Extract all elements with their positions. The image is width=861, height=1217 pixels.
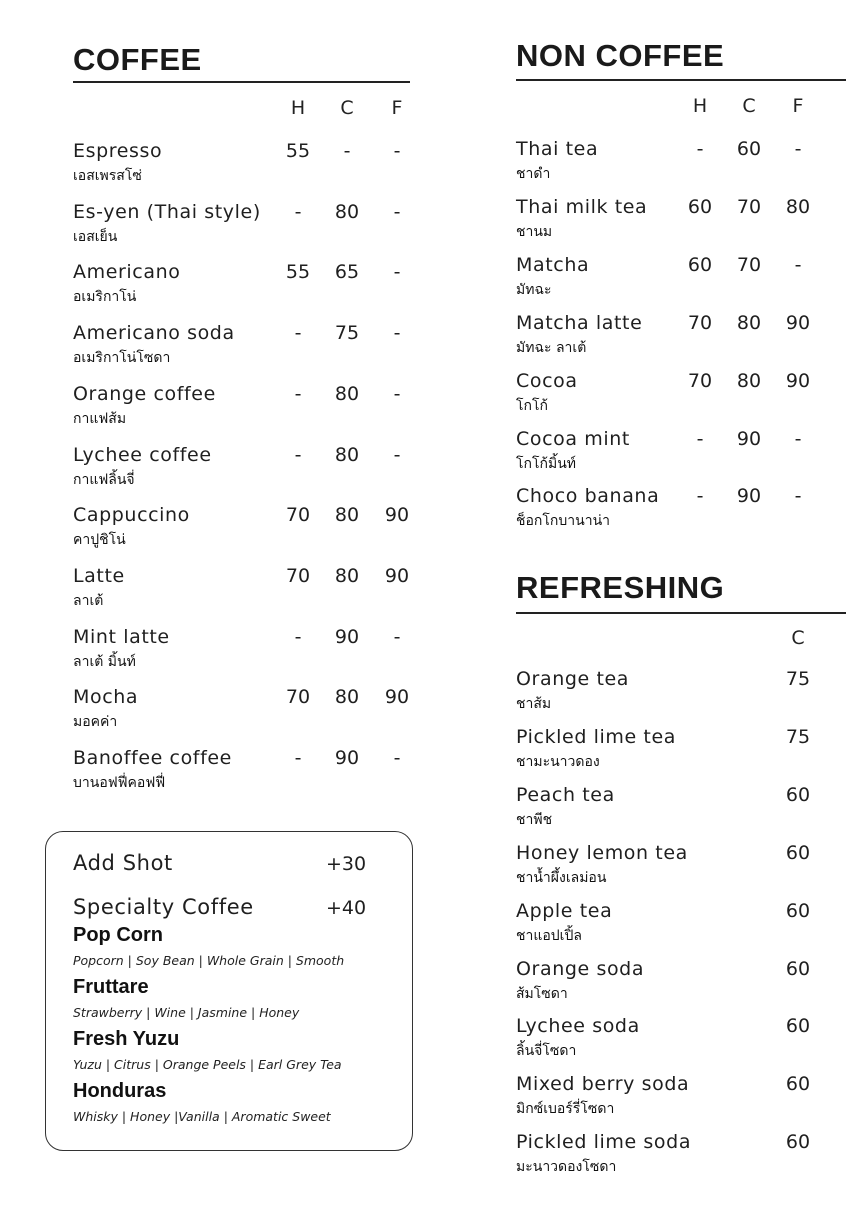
- item-name-english: Americano soda: [73, 322, 235, 345]
- item-name-thai: โกโก้: [516, 397, 548, 414]
- price-frappe: 80: [785, 195, 811, 218]
- section-divider: [73, 81, 410, 83]
- item-name-english: Americano: [73, 261, 181, 284]
- item-name-thai: มิกซ์เบอร์รี่โซดา: [516, 1101, 615, 1118]
- menu-item: [0, 444, 430, 505]
- column-header-cold: C: [742, 95, 756, 117]
- price-hot: 60: [687, 253, 713, 276]
- item-name-english: Mocha: [73, 686, 139, 709]
- menu-item: [430, 312, 861, 370]
- item-name-thai: ลาเต้ มิ้นท์: [73, 653, 136, 670]
- section-title: REFRESHING: [516, 570, 725, 605]
- price-frappe: 90: [384, 504, 410, 527]
- price-frappe: -: [794, 427, 802, 450]
- item-name-english: Orange soda: [516, 957, 645, 980]
- price-cold: 75: [785, 725, 811, 748]
- menu-item: [0, 140, 430, 201]
- price-frappe: -: [794, 485, 802, 508]
- specialty-coffee-price: +40: [326, 897, 367, 919]
- price-cold: 60: [785, 841, 811, 864]
- price-frappe: -: [393, 747, 401, 769]
- non-coffee-section: [430, 0, 861, 545]
- menu-item: [430, 254, 861, 312]
- item-name-english: Lychee soda: [516, 1015, 640, 1038]
- bean-name: Fresh Yuzu: [73, 1028, 180, 1050]
- bean-name: Fruttare: [73, 976, 149, 998]
- item-name-english: Mixed berry soda: [516, 1073, 690, 1096]
- price-frappe: -: [393, 322, 401, 345]
- price-cold: 80: [334, 200, 360, 223]
- price-hot: -: [294, 322, 302, 345]
- price-cold: 60: [785, 1015, 811, 1038]
- item-name-thai: มัทฉะ: [516, 281, 552, 298]
- price-hot: 70: [687, 369, 713, 392]
- item-name-english: Mint latte: [73, 625, 170, 648]
- menu-item: [430, 196, 861, 254]
- item-name-thai: ชาพีช: [516, 811, 553, 828]
- price-hot: -: [696, 485, 704, 508]
- menu-item: [0, 383, 430, 444]
- menu-item: [430, 138, 861, 196]
- add-shot-label: Add Shot: [73, 851, 173, 875]
- addon-box: [45, 831, 413, 1151]
- menu-item: [430, 900, 861, 958]
- price-cold: 75: [785, 668, 811, 690]
- menu-item: [430, 1073, 861, 1131]
- price-frappe: -: [393, 625, 401, 648]
- item-name-english: Pickled lime soda: [516, 1131, 692, 1154]
- menu-item: [0, 261, 430, 322]
- column-header-frappe: F: [792, 95, 804, 117]
- menu-item: [430, 842, 861, 900]
- price-cold: 90: [736, 427, 762, 450]
- section-divider: [516, 612, 846, 614]
- price-hot: -: [294, 443, 302, 466]
- item-name-thai: ชามะนาวดอง: [516, 753, 600, 770]
- item-name-english: Honey lemon tea: [516, 841, 688, 864]
- menu-item: [430, 726, 861, 784]
- column-header-hot: H: [290, 97, 306, 119]
- price-cold: 60: [785, 1073, 811, 1096]
- item-name-thai: มะนาวดองโซดา: [516, 1159, 617, 1176]
- section-divider: [516, 79, 846, 81]
- menu-item: [430, 370, 861, 428]
- refreshing-section: [430, 545, 861, 1217]
- item-name-thai: อเมริกาโน่โซดา: [73, 350, 171, 367]
- menu-item: [430, 1015, 861, 1073]
- price-cold: 90: [334, 625, 360, 648]
- item-name-thai: เอสเย็น: [73, 228, 118, 245]
- bean-tasting-notes: Whisky | Honey |Vanilla | Aromatic Sweet: [73, 1109, 331, 1124]
- price-cold: 90: [736, 485, 762, 508]
- price-frappe: -: [393, 200, 401, 223]
- item-name-english: Cappuccino: [73, 504, 190, 527]
- item-name-english: Peach tea: [516, 783, 615, 806]
- price-hot: 70: [285, 686, 311, 709]
- price-cold: 90: [334, 747, 360, 769]
- item-name-thai: ลิ้นจี่โซดา: [516, 1043, 577, 1060]
- price-frappe: -: [393, 382, 401, 405]
- item-name-thai: ส้มโซดา: [516, 985, 568, 1002]
- menu-item: [0, 747, 430, 808]
- item-name-thai: ชาส้ม: [516, 696, 552, 712]
- menu-item: [430, 485, 861, 543]
- price-hot: 60: [687, 195, 713, 218]
- specialty-coffee-label: Specialty Coffee: [73, 895, 254, 919]
- price-hot: -: [294, 200, 302, 223]
- item-name-english: Choco banana: [516, 485, 660, 508]
- price-cold: 60: [785, 783, 811, 806]
- price-frappe: -: [393, 140, 401, 162]
- bean-tasting-notes: Strawberry | Wine | Jasmine | Honey: [73, 1005, 300, 1020]
- price-cold: 60: [785, 899, 811, 922]
- price-frappe: 90: [785, 311, 811, 334]
- menu-item: [430, 1131, 861, 1189]
- price-hot: 55: [285, 140, 311, 162]
- item-name-thai: ชาแอปเปิ้ล: [516, 927, 582, 944]
- section-title: NON COFFEE: [516, 38, 725, 73]
- price-hot: -: [294, 382, 302, 405]
- bean-tasting-notes: Popcorn | Soy Bean | Whole Grain | Smooth: [73, 953, 345, 968]
- price-hot: 55: [285, 261, 311, 284]
- price-cold: 60: [785, 957, 811, 980]
- menu-item: [0, 626, 430, 687]
- item-name-english: Espresso: [73, 140, 163, 162]
- menu-item: [430, 428, 861, 486]
- menu-item: [0, 565, 430, 626]
- price-cold: 60: [785, 1131, 811, 1154]
- price-cold: 80: [334, 443, 360, 466]
- price-hot: 70: [687, 311, 713, 334]
- menu-item: [430, 668, 861, 726]
- item-name-english: Matcha latte: [516, 311, 643, 334]
- price-hot: 70: [285, 504, 311, 527]
- item-name-english: Matcha: [516, 253, 590, 276]
- price-frappe: 90: [384, 686, 410, 709]
- item-name-thai: กาแฟส้ม: [73, 410, 127, 427]
- price-frappe: 90: [384, 564, 410, 587]
- price-cold: 80: [334, 686, 360, 709]
- item-name-english: Cocoa: [516, 369, 578, 392]
- menu-item: [0, 504, 430, 565]
- price-frappe: -: [393, 443, 401, 466]
- item-name-english: Apple tea: [516, 899, 613, 922]
- item-name-thai: ลาเต้: [73, 592, 104, 609]
- item-name-english: Es-yen (Thai style): [73, 200, 261, 223]
- price-frappe: -: [393, 261, 401, 284]
- price-cold: 80: [736, 369, 762, 392]
- item-name-thai: มอคค่า: [73, 714, 118, 731]
- column-header-cold: C: [340, 97, 354, 119]
- price-cold: 70: [736, 195, 762, 218]
- item-name-thai: เอสเพรสโซ่: [73, 168, 142, 184]
- item-name-thai: ชานม: [516, 223, 553, 240]
- add-shot-price: +30: [326, 853, 367, 875]
- item-name-thai: ชาดำ: [516, 166, 551, 182]
- price-cold: 65: [334, 261, 360, 284]
- item-name-thai: บานอฟฟี่คอฟฟี่: [73, 775, 166, 791]
- price-cold: 80: [334, 382, 360, 405]
- item-name-thai: คาปูชิโน่: [73, 532, 126, 549]
- price-cold: 60: [736, 138, 762, 160]
- price-cold: 80: [334, 564, 360, 587]
- section-title: COFFEE: [73, 42, 202, 77]
- menu-item: [430, 958, 861, 1016]
- item-name-english: Banoffee coffee: [73, 747, 232, 769]
- column-header-cold: C: [791, 627, 805, 649]
- item-name-thai: อเมริกาโน่: [73, 289, 137, 306]
- bean-name: Honduras: [73, 1080, 167, 1102]
- item-name-thai: กาแฟลิ้นจี่: [73, 471, 135, 488]
- item-name-english: Cocoa mint: [516, 427, 630, 450]
- column-header-hot: H: [692, 95, 708, 117]
- price-frappe: 90: [785, 369, 811, 392]
- item-name-thai: มัทฉะ ลาเต้: [516, 339, 587, 356]
- item-name-thai: ชาน้ำผึ้งเลม่อน: [516, 869, 607, 886]
- price-cold: -: [343, 140, 351, 162]
- price-hot: -: [294, 747, 302, 769]
- item-name-english: Thai milk tea: [516, 195, 648, 218]
- price-cold: 75: [334, 322, 360, 345]
- column-header-frappe: F: [391, 97, 403, 119]
- item-name-english: Thai tea: [516, 138, 599, 160]
- item-name-thai: ช็อกโกบานาน่า: [516, 513, 610, 530]
- price-hot: -: [294, 625, 302, 648]
- menu-item: [0, 322, 430, 383]
- item-name-english: Lychee coffee: [73, 443, 212, 466]
- price-cold: 70: [736, 253, 762, 276]
- price-cold: 80: [334, 504, 360, 527]
- item-name-english: Pickled lime tea: [516, 725, 677, 748]
- menu-item: [430, 784, 861, 842]
- bean-name: Pop Corn: [73, 924, 163, 946]
- menu-item: [0, 201, 430, 262]
- bean-tasting-notes: Yuzu | Citrus | Orange Peels | Earl Grey Tea: [73, 1057, 342, 1072]
- item-name-thai: โกโก้มิ้นท์: [516, 455, 577, 472]
- price-cold: 80: [736, 311, 762, 334]
- item-name-english: Orange coffee: [73, 382, 216, 405]
- menu-item: [0, 686, 430, 747]
- item-name-english: Orange tea: [516, 668, 630, 690]
- price-frappe: -: [794, 138, 802, 160]
- price-hot: 70: [285, 564, 311, 587]
- coffee-section: [0, 0, 430, 820]
- price-frappe: -: [794, 253, 802, 276]
- price-hot: -: [696, 138, 704, 160]
- price-hot: -: [696, 427, 704, 450]
- item-name-english: Latte: [73, 564, 125, 587]
